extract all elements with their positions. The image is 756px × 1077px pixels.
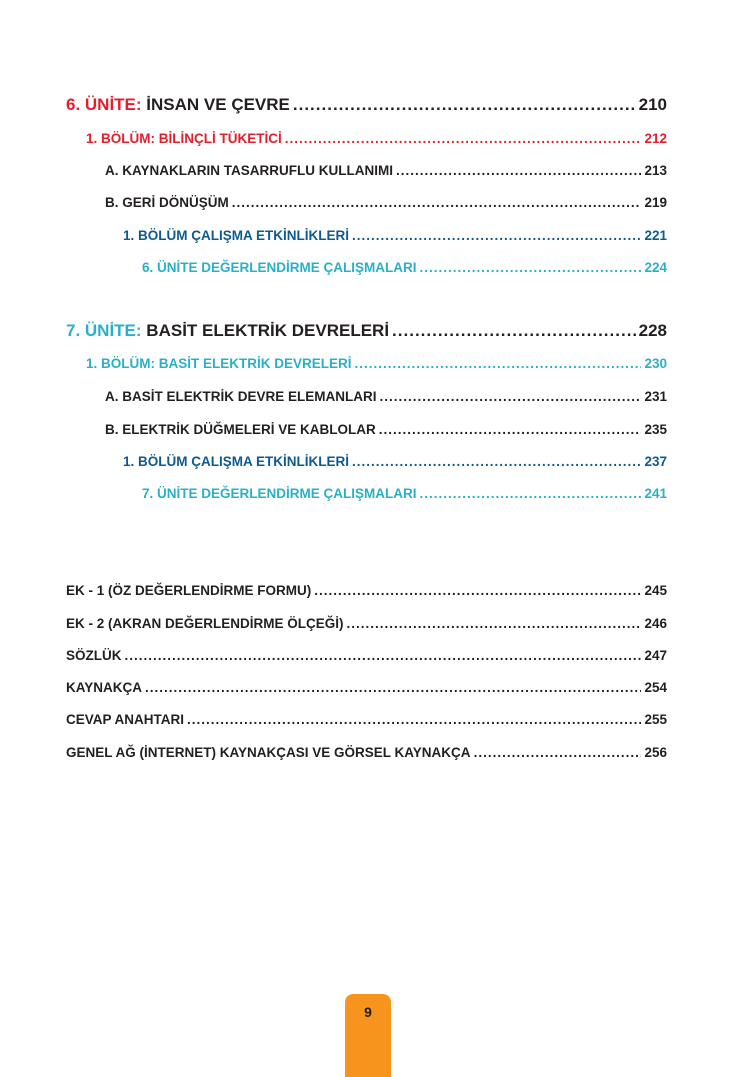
- toc-unit-7-activities[interactable]: [123, 455, 667, 469]
- evaluation-label: 6. ÜNİTE DEĞERLENDİRME ÇALIŞMALARI: [142, 260, 417, 275]
- dot-leader: [232, 196, 642, 210]
- appendix-page: 247: [644, 648, 667, 663]
- toc-unit-7-section-b[interactable]: [105, 423, 667, 437]
- chapter-page: 212: [644, 131, 667, 146]
- appendix-label: GENEL AĞ (İNTERNET) KAYNAKÇASI VE GÖRSEL KAYNAKÇA: [66, 745, 471, 760]
- dot-leader: [187, 713, 641, 727]
- toc-glossary[interactable]: [66, 649, 667, 663]
- dot-leader: [293, 96, 636, 113]
- dot-leader: [145, 681, 641, 695]
- toc-unit-7-chapter[interactable]: [86, 357, 667, 371]
- toc-unit-7-section-a[interactable]: [105, 390, 667, 404]
- toc-unit-6[interactable]: [66, 96, 667, 113]
- unit-7-page: 228: [638, 321, 667, 340]
- chapter-label: 1. BÖLÜM: BİLİNÇLİ TÜKETİCİ: [86, 131, 282, 146]
- toc-internet-sources[interactable]: [66, 746, 667, 760]
- activities-page: 221: [644, 228, 667, 243]
- toc-unit-6-section-b[interactable]: [105, 196, 667, 210]
- section-label: A. BASİT ELEKTRİK DEVRE ELEMANLARI: [105, 389, 377, 404]
- activities-page: 237: [644, 454, 667, 469]
- toc-unit-7-evaluation[interactable]: [142, 487, 667, 501]
- evaluation-label: 7. ÜNİTE DEĞERLENDİRME ÇALIŞMALARI: [142, 486, 417, 501]
- evaluation-page: 241: [644, 486, 667, 501]
- toc-unit-6-activities[interactable]: [123, 229, 667, 243]
- appendix-label: SÖZLÜK: [66, 648, 122, 663]
- dot-leader: [352, 229, 641, 243]
- toc-appendix-1[interactable]: [66, 584, 667, 598]
- dot-leader: [347, 617, 642, 631]
- section-page: 213: [644, 163, 667, 178]
- dot-leader: [352, 455, 641, 469]
- page-number: 9: [364, 1004, 372, 1020]
- dot-leader: [314, 584, 641, 598]
- appendix-page: 256: [644, 745, 667, 760]
- appendix-page: 246: [644, 616, 667, 631]
- dot-leader: [474, 746, 642, 760]
- dot-leader: [420, 487, 642, 501]
- toc-unit-7[interactable]: [66, 322, 667, 339]
- section-label: B. GERİ DÖNÜŞÜM: [105, 195, 229, 210]
- section-label: B. ELEKTRİK DÜĞMELERİ VE KABLOLAR: [105, 422, 376, 437]
- appendix-label: EK - 1 (ÖZ DEĞERLENDİRME FORMU): [66, 583, 312, 598]
- activities-label: 1. BÖLÜM ÇALIŞMA ETKİNLİKLERİ: [123, 454, 349, 469]
- dot-leader: [396, 164, 641, 178]
- chapter-label: 1. BÖLÜM: BASİT ELEKTRİK DEVRELERİ: [86, 356, 352, 371]
- toc-unit-6-chapter[interactable]: [86, 132, 667, 146]
- unit-7-title: BASİT ELEKTRİK DEVRELERİ: [146, 321, 390, 340]
- dot-leader: [355, 357, 642, 371]
- chapter-page: 230: [644, 356, 667, 371]
- appendix-label: KAYNAKÇA: [66, 680, 143, 695]
- activities-label: 1. BÖLÜM ÇALIŞMA ETKİNLİKLERİ: [123, 228, 349, 243]
- unit-7-prefix: 7. ÜNİTE:: [66, 321, 142, 340]
- toc-unit-6-evaluation[interactable]: [142, 261, 667, 275]
- toc-appendix-2[interactable]: [66, 617, 667, 631]
- section-page: 235: [644, 422, 667, 437]
- appendix-page: 255: [644, 712, 667, 727]
- appendix-label: EK - 2 (AKRAN DEĞERLENDİRME ÖLÇEĞİ): [66, 616, 344, 631]
- dot-leader: [420, 261, 642, 275]
- dot-leader: [125, 649, 642, 663]
- dot-leader: [379, 423, 642, 437]
- section-label: A. KAYNAKLARIN TASARRUFLU KULLANIMI: [105, 163, 393, 178]
- page-number-tab: [345, 994, 391, 1077]
- appendix-page: 254: [644, 680, 667, 695]
- section-page: 219: [644, 195, 667, 210]
- evaluation-page: 224: [644, 260, 667, 275]
- toc-unit-6-section-a[interactable]: [105, 164, 667, 178]
- unit-6-prefix: 6. ÜNİTE:: [66, 95, 142, 114]
- unit-6-page: 210: [638, 95, 667, 114]
- dot-leader: [380, 390, 642, 404]
- dot-leader: [285, 132, 642, 146]
- toc-bibliography[interactable]: [66, 681, 667, 695]
- unit-6-title: İNSAN VE ÇEVRE: [146, 95, 290, 114]
- appendix-page: 245: [644, 583, 667, 598]
- appendix-label: CEVAP ANAHTARI: [66, 712, 185, 727]
- section-page: 231: [644, 389, 667, 404]
- dot-leader: [392, 322, 636, 339]
- toc-answer-key[interactable]: [66, 713, 667, 727]
